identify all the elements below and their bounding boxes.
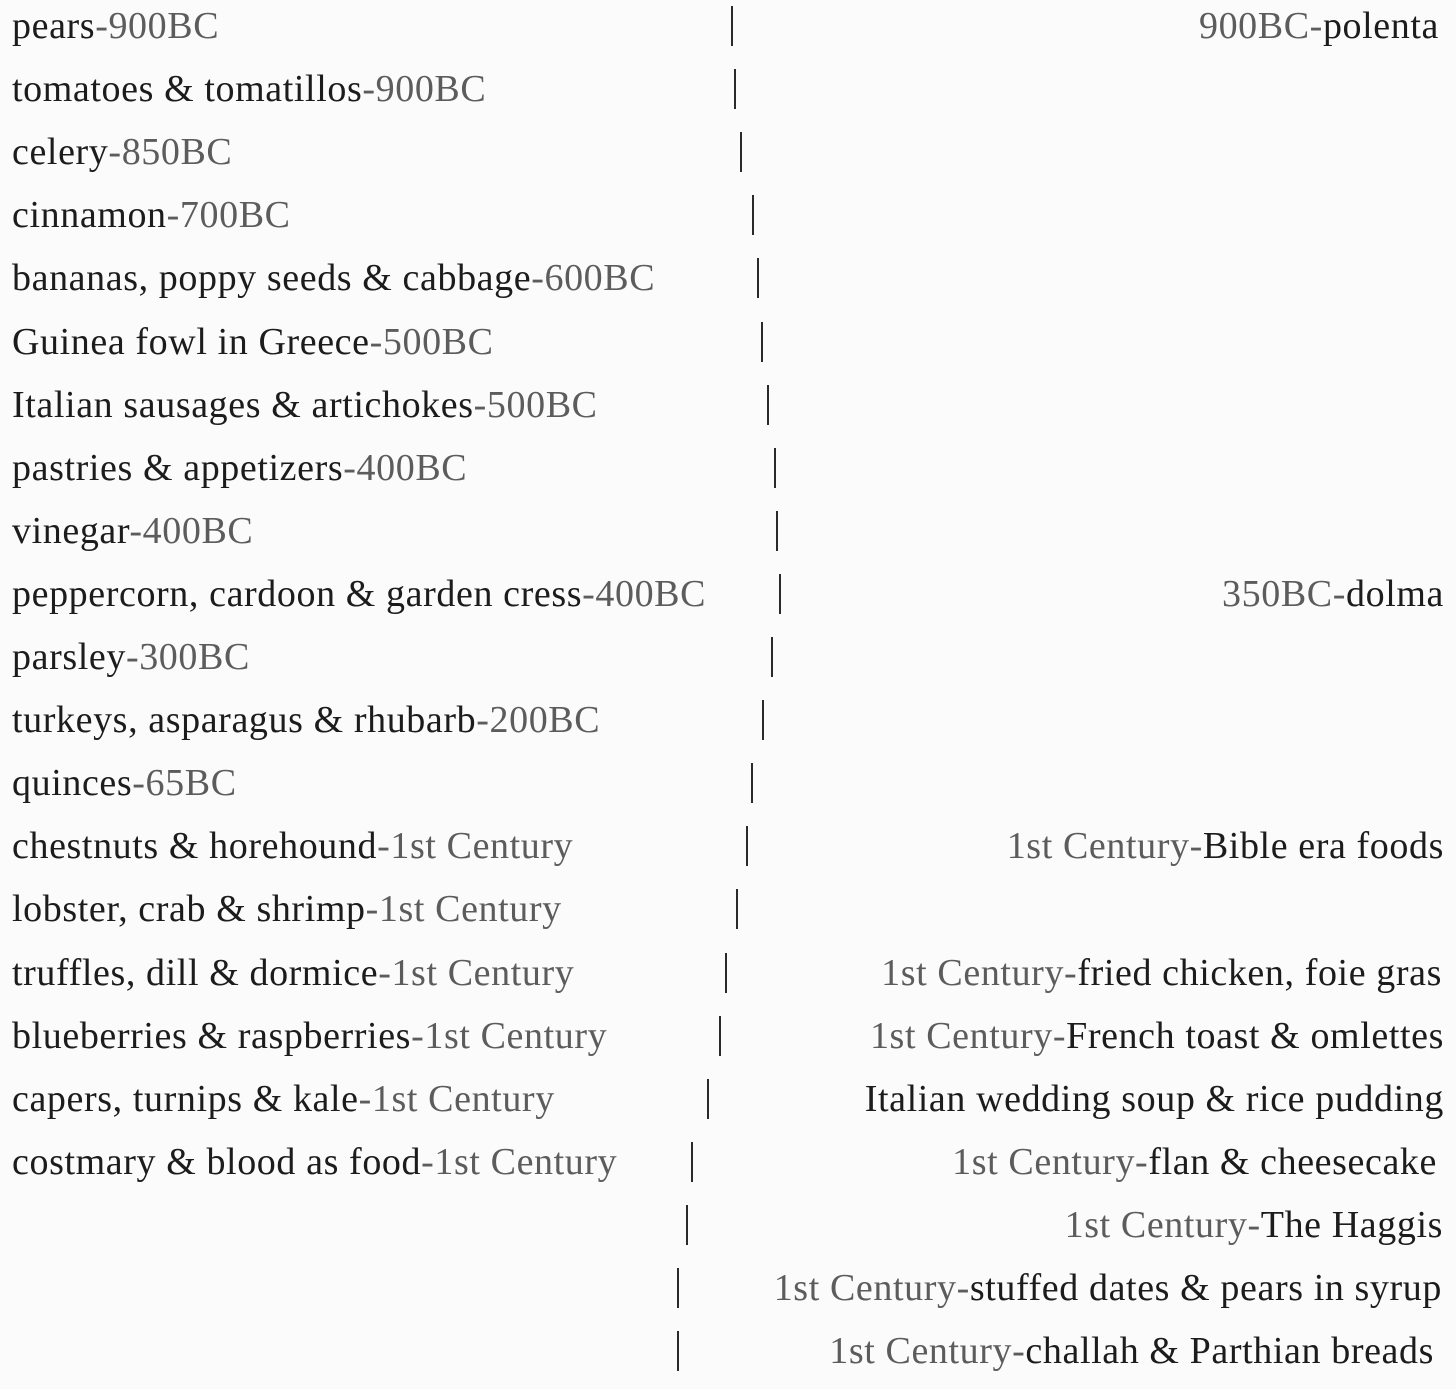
- left-entry: [12, 569, 706, 619]
- timeline-row: [0, 253, 1456, 316]
- left-date: 1st Century: [434, 1140, 618, 1183]
- right-food-name: stuffed dates & pears in syrup: [969, 1267, 1442, 1309]
- left-date: 400BC: [356, 446, 468, 489]
- timeline-row: [0, 506, 1456, 569]
- left-food-name: blueberries & raspberries: [12, 1014, 412, 1057]
- right-food-name: dolma: [1346, 572, 1444, 615]
- timeline-divider: [761, 322, 763, 362]
- timeline-row: [0, 190, 1456, 253]
- timeline-row: [0, 1263, 1456, 1326]
- timeline-divider: [734, 69, 736, 109]
- left-food-name: chestnuts & horehound: [12, 825, 378, 868]
- left-date: 200BC: [489, 699, 601, 742]
- left-entry: [12, 821, 573, 871]
- left-food-name: celery: [12, 131, 109, 174]
- left-entry: [12, 506, 253, 556]
- right-date: 1st Century: [952, 1140, 1136, 1183]
- right-entry: [952, 1137, 1437, 1187]
- timeline-row: [0, 948, 1456, 1011]
- left-separator: -: [108, 131, 122, 174]
- timeline-row: [0, 1011, 1456, 1074]
- left-separator: -: [362, 68, 376, 111]
- right-separator: -: [1309, 5, 1323, 47]
- left-separator: -: [476, 699, 490, 742]
- timeline-divider: [751, 763, 753, 803]
- left-entry: [12, 1074, 555, 1124]
- left-entry: [12, 443, 467, 493]
- right-separator: -: [1332, 572, 1347, 615]
- right-entry: [1007, 821, 1444, 871]
- right-entry: [774, 1263, 1442, 1313]
- left-food-name: vinegar: [12, 509, 130, 552]
- left-date: 400BC: [595, 572, 707, 615]
- left-entry: [12, 64, 486, 114]
- left-separator: -: [582, 572, 596, 615]
- right-separator: -: [956, 1267, 970, 1309]
- right-separator: -: [1247, 1203, 1261, 1246]
- left-food-name: parsley: [12, 636, 126, 678]
- left-separator: -: [411, 1014, 425, 1057]
- timeline-row: [0, 632, 1456, 695]
- left-food-name: costmary & blood as food: [12, 1140, 422, 1183]
- right-date: 1st Century: [869, 1014, 1053, 1057]
- left-entry: [12, 758, 237, 808]
- left-separator: -: [132, 762, 146, 805]
- right-date: 1st Century: [881, 951, 1065, 994]
- left-food-name: truffles, dill & dormice: [12, 951, 379, 994]
- right-date: 900BC: [1198, 5, 1310, 47]
- timeline-divider: [752, 195, 754, 235]
- timeline-row: [0, 1137, 1456, 1200]
- left-date: 900BC: [375, 68, 487, 111]
- left-food-name: Guinea fowl in Greece: [12, 320, 370, 363]
- timeline-divider: [740, 132, 742, 172]
- left-date: 1st Century: [378, 888, 562, 931]
- left-separator: -: [343, 446, 357, 489]
- timeline-row: [0, 821, 1456, 884]
- timeline-divider: [762, 700, 764, 740]
- left-food-name: capers, turnips & kale: [12, 1077, 359, 1120]
- left-food-name: Italian sausages & artichokes: [12, 383, 474, 426]
- timeline-divider: [757, 258, 759, 298]
- right-food-name: Italian wedding soup & rice pudding: [864, 1077, 1444, 1120]
- left-separator: -: [358, 1077, 372, 1120]
- left-entry: [12, 317, 494, 367]
- right-date: 1st Century: [1064, 1203, 1248, 1246]
- left-food-name: peppercorn, cardoon & garden cress: [12, 572, 583, 615]
- left-food-name: cinnamon: [12, 194, 167, 237]
- timeline-divider: [746, 826, 748, 866]
- right-separator: -: [1135, 1140, 1149, 1183]
- left-entry: [12, 253, 655, 303]
- left-entry: [12, 632, 250, 682]
- left-separator: -: [365, 888, 379, 931]
- timeline-row: [0, 758, 1456, 821]
- right-separator: -: [1189, 825, 1203, 868]
- left-date: 1st Century: [371, 1077, 555, 1120]
- right-separator: -: [1064, 951, 1078, 994]
- timeline-row: [0, 1074, 1456, 1137]
- left-date: 65BC: [145, 762, 237, 805]
- left-separator: -: [377, 825, 391, 868]
- left-separator: -: [531, 257, 545, 300]
- timeline-divider: [771, 637, 773, 677]
- left-entry: [12, 1137, 617, 1187]
- right-date: 1st Century: [829, 1330, 1013, 1373]
- right-food-name: The Haggis: [1260, 1203, 1443, 1246]
- left-date: 500BC: [382, 320, 494, 363]
- right-date: 350BC: [1222, 572, 1333, 615]
- timeline-divider: [686, 1205, 688, 1245]
- timeline-row: [0, 695, 1456, 758]
- timeline-row: [0, 127, 1456, 190]
- left-food-name: pears: [12, 5, 96, 47]
- left-separator: -: [473, 383, 487, 426]
- left-date: 400BC: [142, 509, 254, 552]
- left-separator: -: [95, 5, 109, 47]
- left-date: 1st Century: [424, 1014, 608, 1057]
- left-date: 500BC: [486, 383, 598, 426]
- left-separator: -: [125, 636, 140, 678]
- timeline-divider: [691, 1142, 693, 1182]
- timeline-row: [0, 317, 1456, 380]
- left-food-name: turkeys, asparagus & rhubarb: [12, 699, 477, 742]
- timeline-divider: [736, 889, 738, 929]
- right-date: 1st Century: [1006, 825, 1190, 868]
- right-food-name: challah & Parthian breads: [1025, 1330, 1434, 1373]
- left-entry: [12, 190, 291, 240]
- left-entry: [12, 1011, 607, 1061]
- right-separator: -: [1012, 1330, 1026, 1373]
- right-entry: [1222, 569, 1444, 619]
- left-separator: -: [378, 951, 392, 994]
- timeline-row: [0, 1326, 1456, 1389]
- right-date: 1st Century: [773, 1267, 957, 1309]
- timeline-row: [0, 1200, 1456, 1263]
- left-food-name: pastries & appetizers: [12, 446, 344, 489]
- timeline-row: [0, 443, 1456, 506]
- left-date: 300BC: [139, 636, 250, 678]
- timeline-divider: [725, 953, 727, 993]
- right-food-name: French toast & omlettes: [1066, 1014, 1444, 1057]
- left-entry: [12, 948, 574, 998]
- timeline-divider: [719, 1016, 721, 1056]
- timeline-row: [0, 569, 1456, 632]
- left-date: 700BC: [179, 194, 291, 237]
- left-entry: [12, 695, 600, 745]
- right-entry: [1199, 1, 1439, 51]
- left-separator: -: [129, 509, 143, 552]
- left-separator: -: [369, 320, 383, 363]
- left-entry: [12, 884, 562, 934]
- right-food-name: fried chicken, foie gras: [1077, 951, 1442, 994]
- left-date: 900BC: [108, 5, 220, 47]
- timeline-divider: [779, 574, 781, 614]
- left-food-name: tomatoes & tomatillos: [12, 68, 363, 111]
- left-food-name: lobster, crab & shrimp: [12, 888, 366, 931]
- timeline-divider: [767, 385, 769, 425]
- left-date: 1st Century: [390, 825, 574, 868]
- left-separator: -: [421, 1140, 435, 1183]
- timeline-row: [0, 1, 1456, 64]
- timeline-row: [0, 884, 1456, 947]
- left-entry: [12, 380, 598, 430]
- right-separator: -: [1052, 1014, 1067, 1057]
- left-date: 1st Century: [391, 951, 575, 994]
- timeline-divider: [774, 448, 776, 488]
- right-food-name: flan & cheesecake: [1148, 1140, 1437, 1183]
- right-entry: [881, 948, 1442, 998]
- left-date: 600BC: [544, 257, 656, 300]
- timeline-divider: [677, 1268, 679, 1308]
- timeline-row: [0, 380, 1456, 443]
- right-food-name: Bible era foods: [1202, 825, 1444, 868]
- right-food-name: polenta: [1322, 5, 1439, 47]
- right-entry: [865, 1074, 1444, 1124]
- right-entry: [1065, 1200, 1443, 1250]
- right-entry: [870, 1011, 1444, 1061]
- timeline-divider: [677, 1331, 679, 1371]
- timeline-divider: [731, 6, 733, 46]
- left-separator: -: [166, 194, 180, 237]
- timeline-divider: [707, 1079, 709, 1119]
- left-entry: [12, 1, 219, 51]
- left-food-name: bananas, poppy seeds & cabbage: [12, 257, 532, 300]
- left-food-name: quinces: [12, 762, 133, 805]
- timeline-divider: [776, 511, 778, 551]
- timeline-row: [0, 64, 1456, 127]
- right-entry: [829, 1326, 1434, 1376]
- left-entry: [12, 127, 232, 177]
- left-date: 850BC: [121, 131, 233, 174]
